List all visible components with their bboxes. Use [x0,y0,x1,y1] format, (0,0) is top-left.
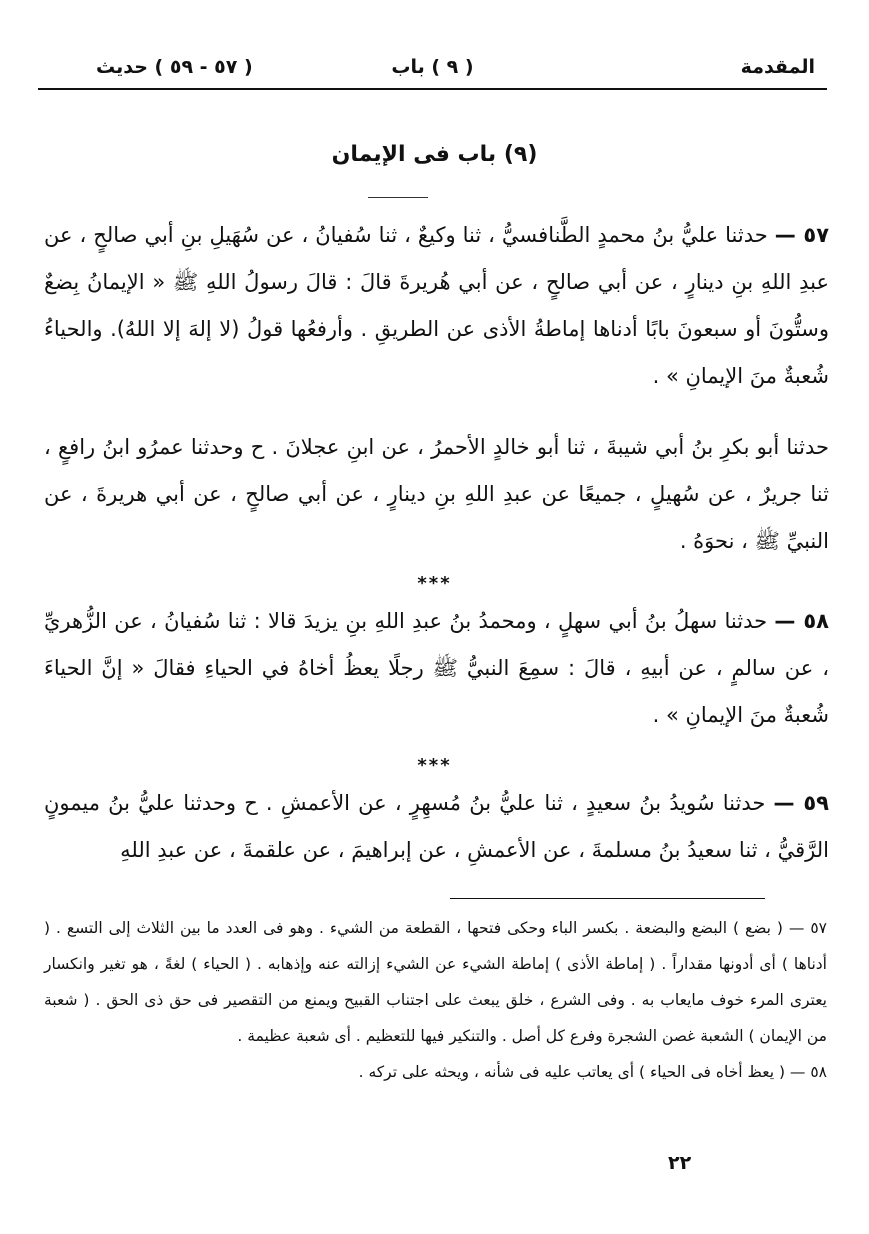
hadith-text: حدثنا أبو بكرِ بنُ أبي شيبةَ ، ثنا أبو خالدٍ الأحمرُ ، عن ابنِ عجلانَ . ح وحدثنا عمرُو ابنُ رافعٍ ، ثنا جريرٌ ، عن سُهيلٍ ، جميعًا عن عبدِ اللهِ بنِ دينارٍ ، عن أبي صالحٍ ، عن أبي هريرةَ ، عن النبيِّ ﷺ ، نحوَهُ . [44,435,829,553]
hadith-57-alt-chain [44,424,829,565]
title-divider [368,197,428,198]
hadith-text: حدثنا سُويدُ بنُ سعيدٍ ، ثنا عليُّ بنُ مُسهِرٍ ، عن الأعمشِ . ح وحدثنا عليُّ بنُ ميمونٍ الرَّقيُّ ، ثنا سعيدُ بنُ مسلمةَ ، عن الأعمشِ ، عن إبراهيمَ ، عن علقمةَ ، عن عبدِ اللهِ [44,791,829,862]
chapter-ref: ( ٩ ) باب [391,56,474,78]
running-header [38,52,827,90]
hadith-number: ٥٩ — [773,791,829,815]
footnote-57: ٥٧ — ( بضع ) البضع والبضعة . بكسر الباء وحكى فتحها ، القطعة من الشيء . وهو فى العدد ما بين الثلاث إلى التسع . ( أدناها ) أى أدونها مقداراً . ( إماطة الأذى ) إماطة الشيء عن الشيء إزالته عنه وإذهابه . ( الحياء ) لغةً ، هو تغير وانكسار يعترى المرء خوف مايعاب به . وفى الشرع ، خلق يبعث على اجتناب القبيح ويمنع من التقصير فى حق ذى الحق . ( شعبة من الإيمان ) الشعبة غصن الشجرة وفرع كل أصل . والتنكير فيها للتعظيم . أى شعبة عظيمة . [44,919,827,1045]
footnotes [44,910,827,1090]
hadith-text: حدثنا عليُّ بنُ محمدٍ الطَّنافسيُّ ، ثنا وكيعٌ ، ثنا سُفيانُ ، عن سُهَيلِ بنِ أبي صالحٍ ، عن عبدِ اللهِ بنِ دينارٍ ، عن أبي صالحٍ ، عن أبي هُريرةَ قالَ : قالَ رسولُ اللهِ ﷺ « الإيمانُ بِضعٌ وستُّونَ أو سبعونَ بابًا أدناها إماطةُ الأذى عن الطريقِ . وأرفعُها قولُ (لا إلهَ إلا اللهُ). والحياءُ شُعبةٌ منَ الإيمانِ » . [44,223,829,388]
footnote-58: ٥٨ — ( يعظ أخاه فى الحياء ) أى يعاتب عليه فى شأنه ، ويحثه على تركه . [358,1063,827,1081]
chapter-title: (٩) باب فى الإيمان [331,142,538,167]
page-number: ٢٢ [668,1152,692,1174]
hadith-number: ٥٨ — [774,609,829,633]
hadith-text: حدثنا سهلُ بنُ أبي سهلٍ ، ومحمدُ بنُ عبدِ اللهِ بنِ يزيدَ قالا : ثنا سُفيانُ ، عن الزُّهريِّ ، عن سالمٍ ، عن أبيهِ ، قالَ : سمِعَ النبيُّ ﷺ رجلًا يعظُ أخاهُ في الحياءِ فقالَ « إنَّ الحياءَ شُعبةٌ منَ الإيمانِ » . [44,609,829,727]
footnote-divider [450,898,765,899]
hadith-number: ٥٧ — [774,223,830,247]
section-separator: *** [417,573,452,594]
section-separator: *** [417,755,452,776]
section-name: المقدمة [740,56,815,78]
hadith-range: ( ٥٧ - ٥٩ ) حديث [96,56,253,78]
hadith-58 [44,598,829,739]
hadith-57 [44,212,829,400]
hadith-59 [44,780,829,874]
